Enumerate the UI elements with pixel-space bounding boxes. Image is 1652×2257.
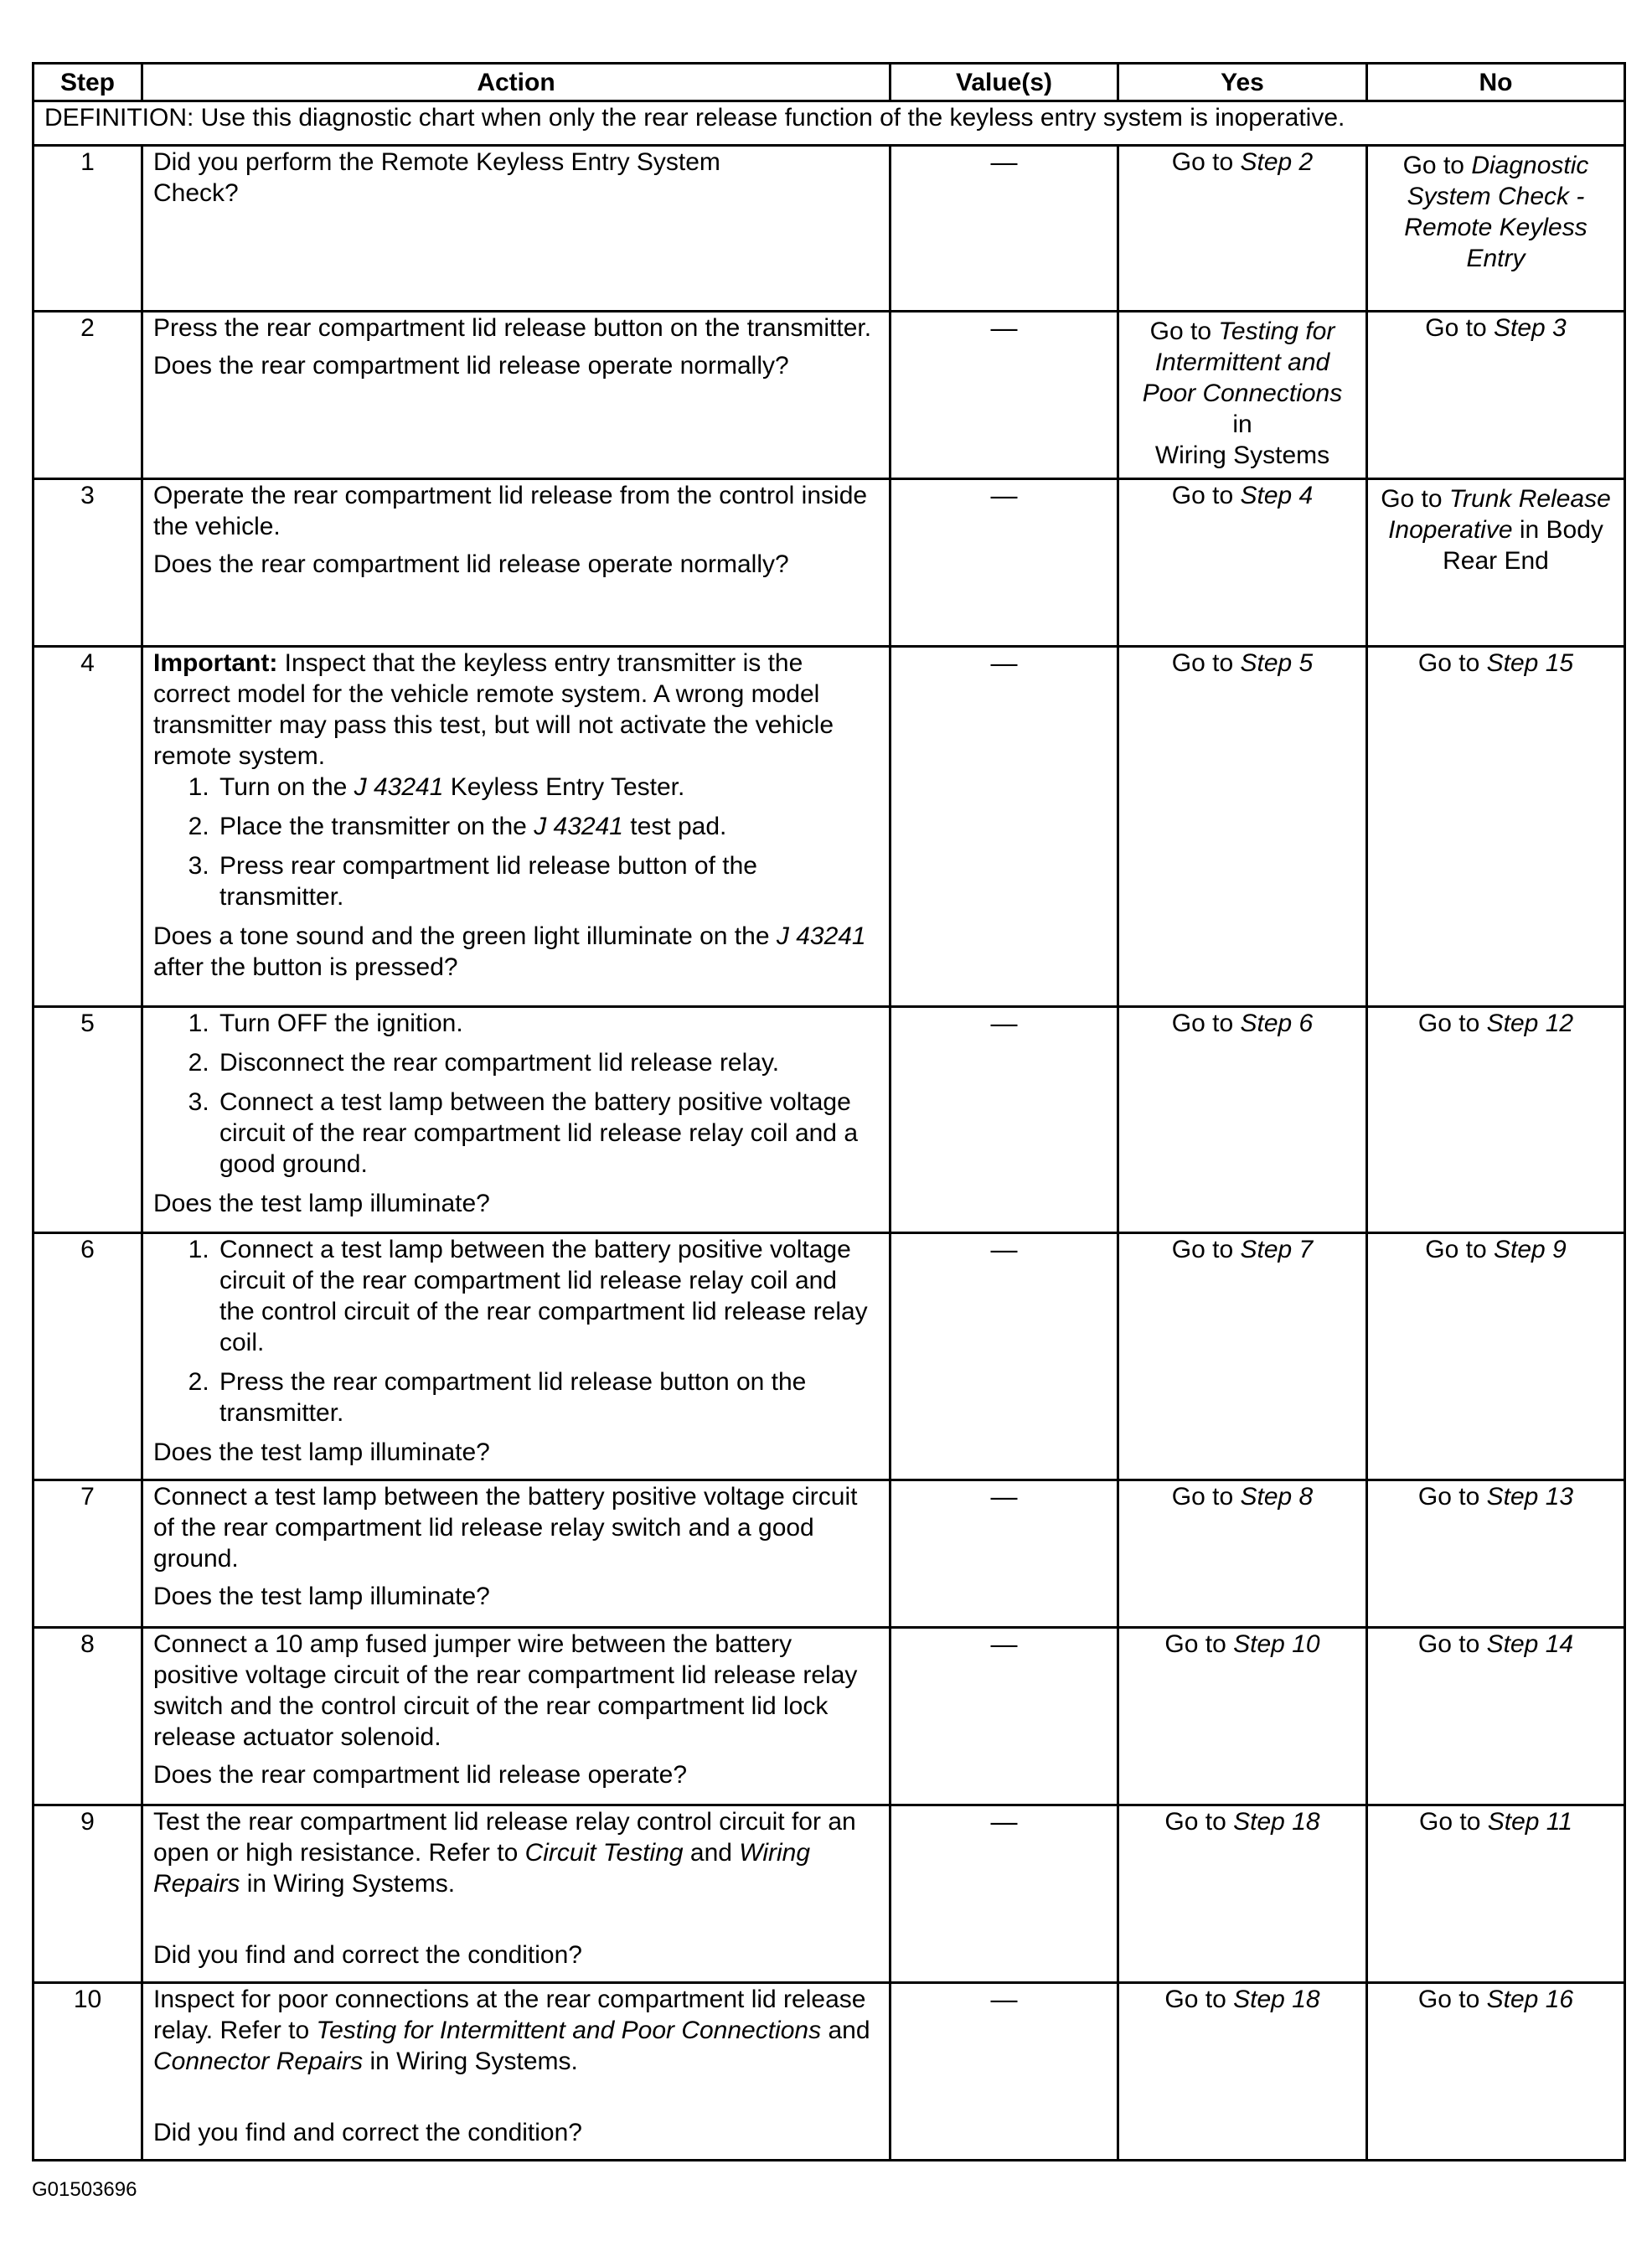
step-action [142, 1233, 891, 1480]
yes-prefix: Go to [1164, 1986, 1234, 2013]
step-yes [1118, 146, 1367, 312]
action-text: Did you perform the Remote Keyless Entry System Check? [153, 148, 720, 207]
step-action [142, 1805, 891, 1983]
value-dash: — [990, 1481, 1018, 1511]
action-question: Does the test lamp illuminate? [153, 1438, 490, 1466]
step-no [1367, 1007, 1625, 1233]
header-row [34, 64, 1625, 101]
yes-ref: Step 7 [1240, 1236, 1314, 1263]
step-number: 7 [34, 1480, 142, 1628]
step-yes [1118, 1805, 1367, 1983]
no-ref: Step 14 [1486, 1630, 1574, 1658]
sub-steps [153, 1234, 879, 1428]
no-prefix: Go to [1417, 649, 1487, 677]
no-ref: Step 9 [1493, 1236, 1567, 1263]
yes-prefix: Go to [1171, 649, 1241, 677]
step-yes [1118, 1983, 1367, 2161]
action-question: Does the test lamp illuminate? [153, 1190, 490, 1217]
no-prefix: Go to [1381, 485, 1449, 513]
step-value [891, 1007, 1118, 1233]
value-dash: — [990, 1234, 1018, 1264]
no-prefix: Go to [1425, 314, 1494, 342]
sub-step: 1. Turn OFF the ignition. [216, 1008, 879, 1039]
step-action [142, 1007, 891, 1233]
step-yes [1118, 1628, 1367, 1805]
sub-step: 2. Disconnect the rear compartment lid release relay. [216, 1047, 879, 1078]
header-action: Action [142, 64, 891, 101]
step-value [891, 1480, 1118, 1628]
table-row [34, 1983, 1625, 2161]
no-prefix: Go to [1417, 1986, 1487, 2013]
action-text: Test the rear compartment lid release relay control circuit for an open or high resistance. Refer to Circuit Testing and Wiring Repairs in Wiring Systems. [153, 1808, 856, 1898]
value-dash: — [990, 312, 1018, 343]
action-question: Does the rear compartment lid release operate? [153, 1761, 688, 1789]
no-ref: Step 3 [1493, 314, 1567, 342]
step-yes [1118, 1007, 1367, 1233]
yes-ref: Step 2 [1240, 148, 1314, 176]
step-value [891, 647, 1118, 1007]
step-number: 8 [34, 1628, 142, 1805]
step-action [142, 647, 891, 1007]
step-number: 6 [34, 1233, 142, 1480]
table-row [34, 1628, 1625, 1805]
yes-prefix: Go to [1171, 148, 1241, 176]
value-dash: — [990, 1806, 1018, 1836]
table-row [34, 1805, 1625, 1983]
action-question: Does the rear compartment lid release operate normally? [153, 550, 789, 578]
definition-row [34, 101, 1625, 146]
sub-step: 3. Connect a test lamp between the battery positive voltage circuit of the rear compartment lid release relay coil and a good ground. [216, 1087, 879, 1180]
value-dash: — [990, 147, 1018, 177]
action-question: Did you find and correct the condition? [153, 2119, 582, 2146]
step-value [891, 1233, 1118, 1480]
step-no [1367, 146, 1625, 312]
sub-steps [153, 772, 879, 912]
no-prefix: Go to [1402, 152, 1472, 179]
value-dash: — [990, 480, 1018, 510]
step-value [891, 1628, 1118, 1805]
step-number: 9 [34, 1805, 142, 1983]
sub-step: 1. Turn on the J 43241 Keyless Entry Tester. [216, 772, 879, 803]
step-yes [1118, 1480, 1367, 1628]
step-value [891, 312, 1118, 479]
table-row [34, 146, 1625, 312]
sub-step: 2. Press the rear compartment lid release button on the transmitter. [216, 1366, 879, 1428]
action-question: Does a tone sound and the green light illuminate on the J 43241 after the button is pressed? [153, 922, 866, 981]
step-no [1367, 1233, 1625, 1480]
no-prefix: Go to [1417, 1010, 1487, 1037]
step-action [142, 1628, 891, 1805]
important-label: Important: [153, 649, 278, 677]
no-ref: Diagnostic System Check - Remote Keyless Entry [1404, 152, 1589, 272]
table-row [34, 312, 1625, 479]
yes-ref: Step 6 [1240, 1010, 1314, 1037]
sub-steps [153, 1008, 879, 1180]
step-number: 1 [34, 146, 142, 312]
yes-prefix: Go to [1171, 1483, 1241, 1511]
no-prefix: Go to [1419, 1808, 1488, 1836]
step-yes [1118, 1233, 1367, 1480]
value-dash: — [990, 648, 1018, 678]
step-action [142, 1983, 891, 2161]
important-text: Inspect that the keyless entry transmitter is the correct model for the vehicle remote system. A wrong model transmitter may pass this test, but will not activate the vehicle remote system. [153, 649, 834, 770]
no-prefix: Go to [1425, 1236, 1494, 1263]
step-yes [1118, 647, 1367, 1007]
table-row [34, 1233, 1625, 1480]
step-number: 10 [34, 1983, 142, 2161]
step-no [1367, 1805, 1625, 1983]
action-text: Inspect for poor connections at the rear compartment lid release relay. Refer to Testing for Intermittent and Poor Connections and Connector Repairs in Wiring Systems. [153, 1986, 870, 2075]
no-suffix: in Body Rear End [1443, 516, 1603, 575]
step-no [1367, 1983, 1625, 2161]
yes-ref: Step 5 [1240, 649, 1314, 677]
figure-id: G01503696 [32, 2178, 137, 2201]
yes-prefix: Go to [1171, 1010, 1241, 1037]
sub-step: 3. Press rear compartment lid release button of the transmitter. [216, 850, 879, 912]
step-value [891, 1983, 1118, 2161]
table-row [34, 647, 1625, 1007]
yes-suffix: Wiring Systems [1154, 442, 1330, 469]
sub-step: 2. Place the transmitter on the J 43241 test pad. [216, 811, 879, 842]
step-number: 3 [34, 479, 142, 647]
table-row [34, 1480, 1625, 1628]
yes-prefix: Go to [1171, 1236, 1241, 1263]
yes-prefix: Go to [1164, 1808, 1234, 1836]
action-question: Does the rear compartment lid release operate normally? [153, 352, 789, 380]
important-note [153, 648, 879, 772]
step-yes [1118, 312, 1367, 479]
step-yes [1118, 479, 1367, 647]
step-value [891, 479, 1118, 647]
yes-prefix: Go to [1164, 1630, 1234, 1658]
diagnostic-chart [32, 62, 1624, 2161]
yes-ref: Step 18 [1233, 1808, 1320, 1836]
no-ref: Step 16 [1486, 1986, 1574, 2013]
action-question: Does the test lamp illuminate? [153, 1583, 490, 1610]
header-step: Step [34, 64, 142, 101]
header-values: Value(s) [891, 64, 1118, 101]
definition-text: DEFINITION: Use this diagnostic chart when only the rear release function of the keyless entry system is inoperative. [34, 101, 1625, 146]
table-row [34, 479, 1625, 647]
no-prefix: Go to [1417, 1483, 1487, 1511]
step-value [891, 146, 1118, 312]
yes-suffix: in [1232, 411, 1252, 438]
step-action [142, 1480, 891, 1628]
value-dash: — [990, 1008, 1018, 1038]
step-number: 5 [34, 1007, 142, 1233]
step-no [1367, 479, 1625, 647]
yes-ref: Testing for Intermittent and Poor Connections [1142, 318, 1343, 407]
yes-ref: Step 8 [1240, 1483, 1314, 1511]
header-yes: Yes [1118, 64, 1367, 101]
step-no [1367, 1628, 1625, 1805]
no-ref: Step 15 [1486, 649, 1574, 677]
action-text: Operate the rear compartment lid release from the control inside the vehicle. [153, 482, 868, 540]
step-number: 2 [34, 312, 142, 479]
yes-prefix: Go to [1149, 318, 1219, 345]
action-question: Did you find and correct the condition? [153, 1941, 582, 1969]
table-row [34, 1007, 1625, 1233]
step-number: 4 [34, 647, 142, 1007]
yes-ref: Step 4 [1240, 482, 1314, 509]
value-dash: — [990, 1984, 1018, 2014]
yes-ref: Step 10 [1233, 1630, 1320, 1658]
no-ref: Step 13 [1486, 1483, 1574, 1511]
step-value [891, 1805, 1118, 1983]
no-ref: Step 12 [1486, 1010, 1574, 1037]
step-action [142, 312, 891, 479]
no-prefix: Go to [1417, 1630, 1487, 1658]
sub-step: 1. Connect a test lamp between the battery positive voltage circuit of the rear compartment lid release relay coil and the control circuit of the rear compartment lid release relay coil. [216, 1234, 879, 1358]
yes-ref: Step 18 [1233, 1986, 1320, 2013]
step-no [1367, 1480, 1625, 1628]
action-text: Press the rear compartment lid release button on the transmitter. [153, 314, 872, 342]
yes-prefix: Go to [1171, 482, 1241, 509]
value-dash: — [990, 1629, 1018, 1659]
diagnostic-table [32, 62, 1626, 2161]
step-no [1367, 647, 1625, 1007]
header-no: No [1367, 64, 1625, 101]
step-no [1367, 312, 1625, 479]
step-action [142, 479, 891, 647]
action-text: Connect a 10 amp fused jumper wire between the battery positive voltage circuit of the rear compartment lid release relay switch and the control circuit of the rear compartment lid lock release actuator solenoid. [153, 1630, 858, 1751]
step-action [142, 146, 891, 312]
no-ref: Trunk Release Inoperative [1388, 485, 1611, 544]
no-ref: Step 11 [1487, 1808, 1572, 1836]
action-text: Connect a test lamp between the battery positive voltage circuit of the rear compartment lid release relay switch and a good ground. [153, 1483, 858, 1573]
